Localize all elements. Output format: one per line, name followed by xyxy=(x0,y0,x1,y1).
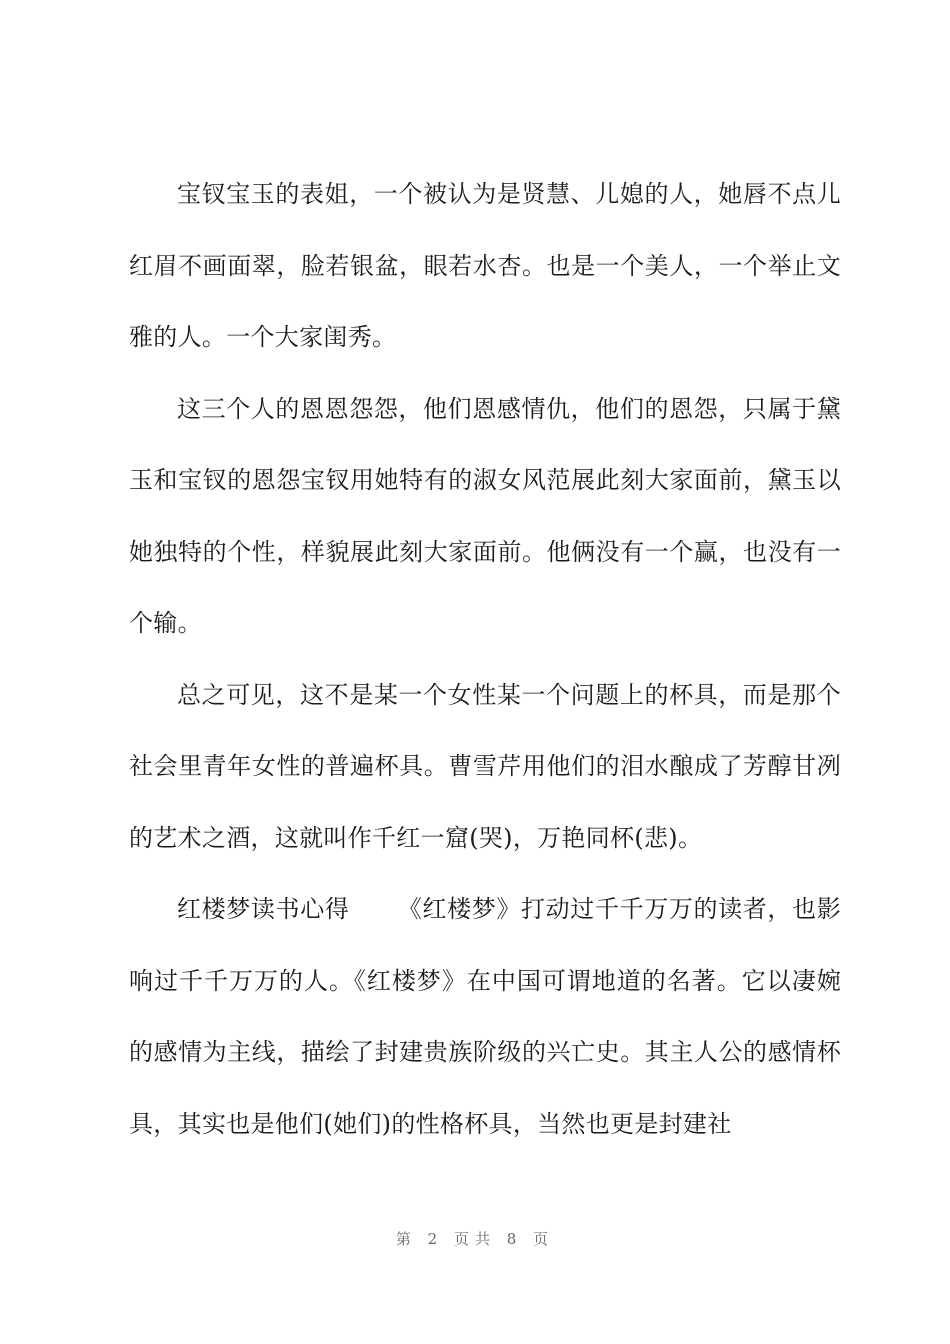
paragraph-baochai: 宝钗宝玉的表姐，一个被认为是贤慧、儿媳的人，她唇不点儿红眉不画面翠，脸若银盆，眼若水杏。也是一个美人，一个举止文雅的人。一个大家闺秀。 xyxy=(129,180,841,351)
page-number-footer: 第 2 页共 8 页 xyxy=(395,1230,555,1248)
body-text xyxy=(129,159,841,1160)
paragraph-three-people: 这三个人的恩恩怨怨，他们恩感情仇，他们的恩怨，只属于黛玉和宝钗的恩怨宝钗用她特有的淑女风范展此刻大家面前，黛玉以她独特的个性，样貌展此刻大家面前。他俩没有一个赢，也没有一个输。 xyxy=(129,394,841,637)
section-heading: 红楼梦读书心得 xyxy=(177,895,350,923)
paragraph-reading-notes xyxy=(129,874,841,1160)
paragraph-reading-notes-text: 《红楼梦》打动过千千万万的读者，也影响过千千万万的人。《红楼梦》在中国可谓地道的名著。它以凄婉的感情为主线，描绘了封建贵族阶级的兴亡史。其主人公的感情杯具，其实也是他们(她们)的性格杯具，当然也更是封建社 xyxy=(129,895,841,1138)
paragraph-conclusion: 总之可见，这不是某一个女性某一个问题上的杯具，而是那个社会里青年女性的普遍杯具。曹雪芹用他们的泪水酿成了芳醇甘冽的艺术之酒，这就叫作千红一窟(哭)，万艳同杯(悲)。 xyxy=(129,680,841,852)
